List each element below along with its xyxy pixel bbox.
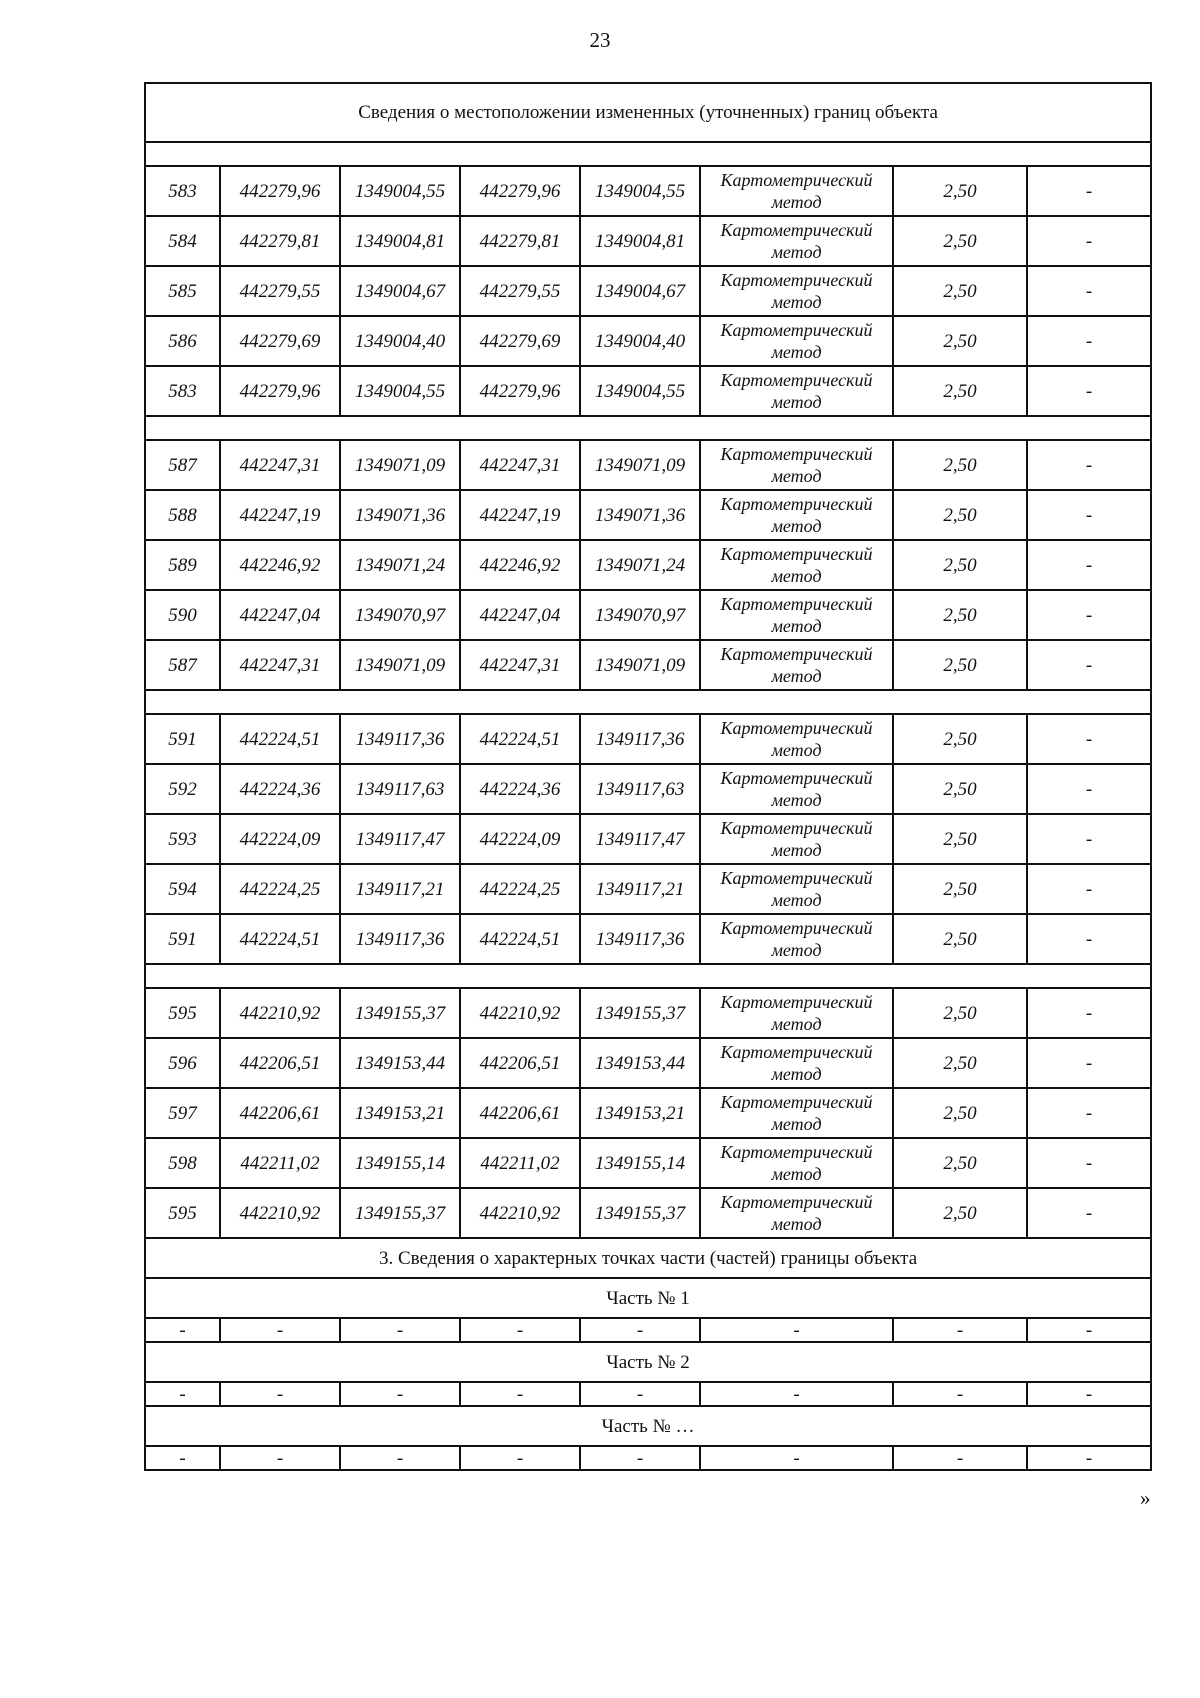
point-number-cell: 583 [145,366,220,416]
existing-y-cell: 1349071,09 [340,440,460,490]
method-cell: Картометрический метод [700,440,893,490]
accuracy-cell: 2,50 [893,316,1027,366]
note-cell: - [1027,216,1151,266]
accuracy-cell: 2,50 [893,1088,1027,1138]
part-header-row [145,1342,1151,1382]
point-number-cell: 594 [145,864,220,914]
accuracy-cell: 2,50 [893,590,1027,640]
method-cell: Картометрический метод [700,864,893,914]
note-cell: - [1027,1088,1151,1138]
method-cell: Картометрический метод [700,988,893,1038]
empty-cell: - [1027,1382,1151,1406]
note-cell: - [1027,316,1151,366]
existing-x-cell: 442206,51 [220,1038,340,1088]
existing-y-cell: 1349117,21 [340,864,460,914]
point-number-cell: 595 [145,988,220,1038]
new-y-cell: 1349153,21 [580,1088,700,1138]
note-cell: - [1027,914,1151,964]
new-x-cell: 442224,36 [460,764,580,814]
new-y-cell: 1349153,44 [580,1038,700,1088]
existing-y-cell: 1349155,37 [340,988,460,1038]
table-row [145,316,1151,366]
group-separator-row [145,690,1151,714]
part-label: Часть № 2 [145,1342,1151,1382]
existing-x-cell: 442224,09 [220,814,340,864]
new-y-cell: 1349004,55 [580,366,700,416]
empty-cell: - [220,1318,340,1342]
existing-x-cell: 442247,04 [220,590,340,640]
note-cell: - [1027,864,1151,914]
empty-cell: - [340,1446,460,1470]
accuracy-cell: 2,50 [893,216,1027,266]
note-cell: - [1027,1188,1151,1238]
empty-cell: - [700,1446,893,1470]
new-x-cell: 442279,55 [460,266,580,316]
accuracy-cell: 2,50 [893,914,1027,964]
new-x-cell: 442206,61 [460,1088,580,1138]
existing-x-cell: 442247,31 [220,440,340,490]
method-cell: Картометрический метод [700,1088,893,1138]
empty-cell: - [145,1382,220,1406]
new-y-cell: 1349155,37 [580,988,700,1038]
method-cell: Картометрический метод [700,764,893,814]
accuracy-cell: 2,50 [893,366,1027,416]
existing-x-cell: 442247,19 [220,490,340,540]
accuracy-cell: 2,50 [893,814,1027,864]
empty-cell: - [580,1382,700,1406]
table-row [145,166,1151,216]
new-y-cell: 1349070,97 [580,590,700,640]
method-cell: Картометрический метод [700,1038,893,1088]
empty-cell: - [700,1318,893,1342]
existing-y-cell: 1349070,97 [340,590,460,640]
empty-cell: - [893,1382,1027,1406]
table-row [145,590,1151,640]
table-row [145,366,1151,416]
table-title: Сведения о местоположении измененных (уточненных) границ объекта [145,83,1151,142]
method-cell: Картометрический метод [700,1188,893,1238]
existing-y-cell: 1349004,40 [340,316,460,366]
empty-cell: - [460,1382,580,1406]
point-number-cell: 591 [145,714,220,764]
existing-x-cell: 442246,92 [220,540,340,590]
new-x-cell: 442224,09 [460,814,580,864]
table-row [145,814,1151,864]
new-y-cell: 1349071,09 [580,440,700,490]
accuracy-cell: 2,50 [893,540,1027,590]
accuracy-cell: 2,50 [893,1138,1027,1188]
note-cell: - [1027,640,1151,690]
method-cell: Картометрический метод [700,914,893,964]
new-y-cell: 1349004,55 [580,166,700,216]
existing-x-cell: 442224,25 [220,864,340,914]
point-number-cell: 595 [145,1188,220,1238]
accuracy-cell: 2,50 [893,166,1027,216]
existing-x-cell: 442279,96 [220,166,340,216]
new-x-cell: 442247,31 [460,440,580,490]
new-y-cell: 1349117,63 [580,764,700,814]
point-number-cell: 587 [145,440,220,490]
table-row [145,490,1151,540]
method-cell: Картометрический метод [700,540,893,590]
group-separator-cell [145,142,1151,166]
new-y-cell: 1349117,47 [580,814,700,864]
part-empty-row [145,1318,1151,1342]
point-number-cell: 598 [145,1138,220,1188]
existing-y-cell: 1349117,36 [340,914,460,964]
empty-cell: - [340,1382,460,1406]
page-number: 23 [589,28,611,52]
point-number-cell: 590 [145,590,220,640]
existing-y-cell: 1349153,21 [340,1088,460,1138]
point-number-cell: 588 [145,490,220,540]
existing-y-cell: 1349004,67 [340,266,460,316]
empty-cell: - [220,1382,340,1406]
method-cell: Картометрический метод [700,166,893,216]
existing-x-cell: 442224,51 [220,914,340,964]
new-x-cell: 442210,92 [460,1188,580,1238]
existing-x-cell: 442279,55 [220,266,340,316]
new-y-cell: 1349004,81 [580,216,700,266]
boundary-table [144,82,1152,1471]
accuracy-cell: 2,50 [893,640,1027,690]
table-row [145,266,1151,316]
existing-x-cell: 442247,31 [220,640,340,690]
new-x-cell: 442279,81 [460,216,580,266]
existing-y-cell: 1349071,36 [340,490,460,540]
new-y-cell: 1349117,36 [580,714,700,764]
empty-cell: - [340,1318,460,1342]
closing-quote: » [1140,1486,1151,1510]
method-cell: Картометрический метод [700,1138,893,1188]
accuracy-cell: 2,50 [893,764,1027,814]
new-x-cell: 442279,69 [460,316,580,366]
new-y-cell: 1349071,36 [580,490,700,540]
point-number-cell: 583 [145,166,220,216]
table-row [145,1188,1151,1238]
table-row [145,714,1151,764]
table-row [145,1088,1151,1138]
point-number-cell: 587 [145,640,220,690]
new-y-cell: 1349155,14 [580,1138,700,1188]
accuracy-cell: 2,50 [893,1188,1027,1238]
note-cell: - [1027,440,1151,490]
existing-y-cell: 1349155,14 [340,1138,460,1188]
existing-y-cell: 1349153,44 [340,1038,460,1088]
existing-y-cell: 1349071,24 [340,540,460,590]
table-row [145,640,1151,690]
method-cell: Картометрический метод [700,814,893,864]
empty-cell: - [145,1318,220,1342]
new-y-cell: 1349071,24 [580,540,700,590]
empty-cell: - [580,1318,700,1342]
accuracy-cell: 2,50 [893,490,1027,540]
part-empty-row [145,1446,1151,1470]
point-number-cell: 589 [145,540,220,590]
note-cell: - [1027,266,1151,316]
note-cell: - [1027,1038,1151,1088]
table-body [145,83,1151,1470]
note-cell: - [1027,988,1151,1038]
existing-x-cell: 442210,92 [220,1188,340,1238]
method-cell: Картометрический метод [700,216,893,266]
table-row [145,216,1151,266]
method-cell: Картометрический метод [700,266,893,316]
new-x-cell: 442224,51 [460,914,580,964]
method-cell: Картометрический метод [700,490,893,540]
method-cell: Картометрический метод [700,590,893,640]
existing-x-cell: 442279,81 [220,216,340,266]
part-header-row [145,1278,1151,1318]
point-number-cell: 591 [145,914,220,964]
new-y-cell: 1349004,67 [580,266,700,316]
part-label: Часть № … [145,1406,1151,1446]
accuracy-cell: 2,50 [893,864,1027,914]
accuracy-cell: 2,50 [893,1038,1027,1088]
point-number-cell: 596 [145,1038,220,1088]
existing-y-cell: 1349117,63 [340,764,460,814]
note-cell: - [1027,1138,1151,1188]
method-cell: Картометрический метод [700,640,893,690]
new-y-cell: 1349004,40 [580,316,700,366]
section-3-title: 3. Сведения о характерных точках части (частей) границы объекта [145,1238,1151,1278]
point-number-cell: 585 [145,266,220,316]
existing-y-cell: 1349117,36 [340,714,460,764]
point-number-cell: 592 [145,764,220,814]
existing-y-cell: 1349004,81 [340,216,460,266]
new-y-cell: 1349117,36 [580,914,700,964]
new-y-cell: 1349071,09 [580,640,700,690]
group-separator-cell [145,964,1151,988]
note-cell: - [1027,714,1151,764]
new-y-cell: 1349155,37 [580,1188,700,1238]
accuracy-cell: 2,50 [893,266,1027,316]
point-number-cell: 586 [145,316,220,366]
group-separator-row [145,964,1151,988]
accuracy-cell: 2,50 [893,440,1027,490]
note-cell: - [1027,764,1151,814]
existing-y-cell: 1349071,09 [340,640,460,690]
new-x-cell: 442247,31 [460,640,580,690]
point-number-cell: 593 [145,814,220,864]
table-row [145,540,1151,590]
accuracy-cell: 2,50 [893,714,1027,764]
table-row [145,440,1151,490]
empty-cell: - [893,1318,1027,1342]
method-cell: Картометрический метод [700,316,893,366]
existing-x-cell: 442210,92 [220,988,340,1038]
empty-cell: - [700,1382,893,1406]
existing-x-cell: 442224,36 [220,764,340,814]
note-cell: - [1027,814,1151,864]
empty-cell: - [460,1318,580,1342]
group-separator-cell [145,690,1151,714]
new-x-cell: 442206,51 [460,1038,580,1088]
empty-cell: - [220,1446,340,1470]
note-cell: - [1027,166,1151,216]
empty-cell: - [1027,1318,1151,1342]
new-x-cell: 442246,92 [460,540,580,590]
table-row [145,864,1151,914]
empty-cell: - [580,1446,700,1470]
new-x-cell: 442247,04 [460,590,580,640]
table-row [145,1038,1151,1088]
new-x-cell: 442279,96 [460,166,580,216]
note-cell: - [1027,366,1151,416]
group-separator-cell [145,416,1151,440]
empty-cell: - [893,1446,1027,1470]
part-header-row [145,1406,1151,1446]
new-x-cell: 442211,02 [460,1138,580,1188]
accuracy-cell: 2,50 [893,988,1027,1038]
table-row [145,764,1151,814]
existing-y-cell: 1349155,37 [340,1188,460,1238]
note-cell: - [1027,540,1151,590]
table-row [145,988,1151,1038]
title-row [145,83,1151,142]
new-x-cell: 442279,96 [460,366,580,416]
existing-y-cell: 1349117,47 [340,814,460,864]
existing-x-cell: 442279,69 [220,316,340,366]
empty-cell: - [460,1446,580,1470]
new-x-cell: 442247,19 [460,490,580,540]
group-separator-row [145,416,1151,440]
empty-cell: - [1027,1446,1151,1470]
existing-x-cell: 442279,96 [220,366,340,416]
new-x-cell: 442224,25 [460,864,580,914]
new-y-cell: 1349117,21 [580,864,700,914]
group-separator-row [145,142,1151,166]
method-cell: Картометрический метод [700,366,893,416]
method-cell: Картометрический метод [700,714,893,764]
note-cell: - [1027,590,1151,640]
existing-y-cell: 1349004,55 [340,366,460,416]
section-3-row [145,1238,1151,1278]
existing-x-cell: 442206,61 [220,1088,340,1138]
existing-y-cell: 1349004,55 [340,166,460,216]
point-number-cell: 597 [145,1088,220,1138]
note-cell: - [1027,490,1151,540]
part-label: Часть № 1 [145,1278,1151,1318]
empty-cell: - [145,1446,220,1470]
new-x-cell: 442210,92 [460,988,580,1038]
table-row [145,1138,1151,1188]
point-number-cell: 584 [145,216,220,266]
table-row [145,914,1151,964]
new-x-cell: 442224,51 [460,714,580,764]
existing-x-cell: 442224,51 [220,714,340,764]
existing-x-cell: 442211,02 [220,1138,340,1188]
part-empty-row [145,1382,1151,1406]
